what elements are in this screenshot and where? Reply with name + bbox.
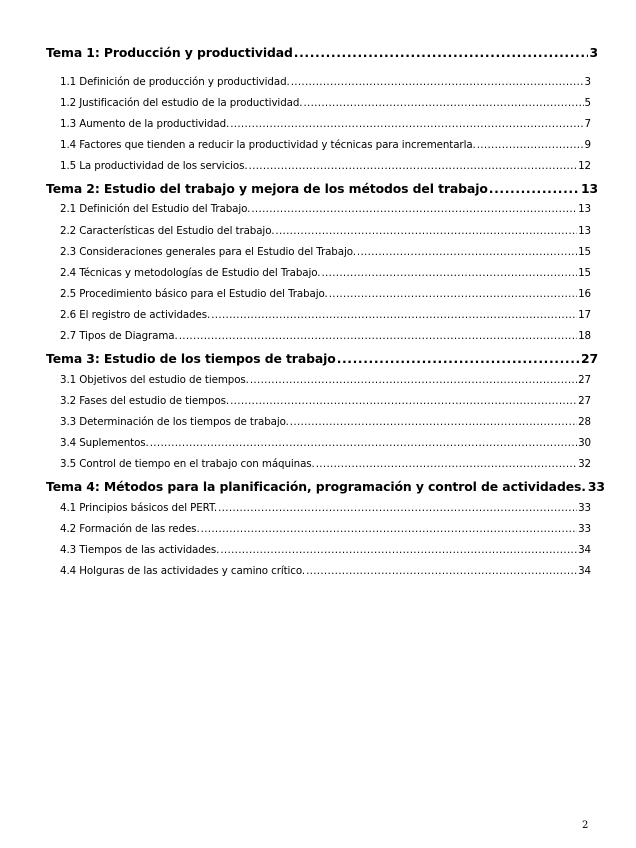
toc-chapter-2[interactable] (46, 181, 598, 204)
toc-page-number: 7 (584, 117, 591, 130)
toc-page-number: 30 (578, 436, 591, 449)
dot-leader (249, 160, 578, 172)
toc-page-number: 33 (578, 522, 591, 535)
toc-entry-title: 2.3 Consideraciones generales para el Estudio del Trabajo. (60, 245, 356, 258)
toc-page-number: 17 (578, 308, 591, 321)
dot-leader (489, 181, 580, 196)
dot-leader (329, 288, 577, 300)
toc-page-number: 15 (578, 245, 591, 258)
toc-entry[interactable] (46, 523, 598, 544)
dot-leader (251, 203, 577, 215)
toc-entry-title: 1.4 Factores que tienden a reducir la productividad y técnicas para incrementarla. (60, 138, 476, 151)
toc-entry-title: 2.1 Definición del Estudio del Trabajo. (60, 203, 251, 216)
toc-chapter-1[interactable] (46, 45, 598, 68)
dot-leader (303, 97, 583, 109)
toc-entry[interactable] (46, 437, 598, 458)
toc-page-number: 13 (580, 180, 598, 196)
toc-page-number: 13 (578, 203, 591, 216)
toc-page-number: 34 (578, 564, 591, 577)
toc-page-number: 5 (584, 96, 591, 109)
dot-leader (230, 395, 577, 407)
toc-entry-title: 3.1 Objetivos del estudio de tiempos. (60, 373, 249, 386)
toc-chapter-title: Tema 1: Producción y productividad (46, 45, 293, 60)
dot-leader (179, 330, 577, 342)
toc-page-number: 28 (578, 415, 591, 428)
dot-leader (357, 246, 577, 258)
dot-leader (220, 544, 577, 556)
toc-entry[interactable] (46, 330, 598, 351)
toc-entry-title: 4.4 Holguras de las actividades y camino crítico. (60, 564, 306, 577)
toc-entry[interactable] (46, 544, 598, 565)
toc-entry-title: 1.2 Justificación del estudio de la productividad. (60, 96, 303, 109)
dot-leader (477, 139, 584, 151)
dot-leader (337, 351, 580, 366)
toc-entry[interactable] (46, 416, 598, 437)
toc-page-number: 33 (578, 501, 591, 514)
toc-page-number: 16 (578, 287, 591, 300)
toc-page-number: 27 (578, 373, 591, 386)
toc-entry[interactable] (46, 565, 598, 586)
toc-page-number: 3 (584, 75, 591, 88)
toc-entry-title: 1.5 La productividad de los servicios. (60, 159, 248, 172)
dot-leader (201, 523, 577, 535)
toc-entry-title: 2.4 Técnicas y metodologías de Estudio del Trabajo. (60, 266, 321, 279)
toc-entry-title: 3.5 Control de tiempo en el trabajo con máquinas. (60, 458, 315, 470)
dot-leader (291, 76, 584, 88)
dot-leader (321, 267, 577, 279)
toc-chapter-4[interactable] (46, 479, 605, 502)
toc-page-number: 32 (578, 458, 591, 470)
toc-page-number: 12 (578, 159, 591, 172)
toc-entry-title: 3.4 Suplementos. (60, 436, 149, 449)
toc-entry[interactable] (46, 502, 598, 523)
toc-entry-title: 2.7 Tipos de Diagrama. (60, 330, 178, 343)
dot-leader (211, 309, 577, 321)
toc-entry[interactable] (46, 458, 598, 479)
dot-leader (275, 225, 577, 237)
table-of-contents (46, 45, 605, 586)
dot-leader (150, 437, 577, 449)
dot-leader (306, 565, 577, 577)
toc-page-number: 27 (578, 394, 591, 407)
dot-leader (250, 374, 577, 386)
toc-entry-title: 2.5 Procedimiento básico para el Estudio del Trabajo. (60, 287, 328, 300)
toc-page-number: 33 (587, 479, 605, 495)
toc-entry[interactable] (46, 139, 598, 160)
toc-entry[interactable] (46, 76, 598, 97)
toc-chapter-title: Tema 3: Estudio de los tiempos de trabajo (46, 351, 336, 367)
toc-entry-title: 4.2 Formación de las redes. (60, 522, 200, 535)
toc-page-number: 34 (578, 543, 591, 556)
toc-page-number: 13 (578, 224, 591, 237)
toc-page-number: 15 (578, 266, 591, 279)
toc-entry[interactable] (46, 374, 598, 395)
toc-page-number: 3 (589, 45, 598, 60)
page-number: 2 (582, 820, 589, 831)
dot-leader (230, 118, 583, 130)
toc-page-number: 27 (580, 351, 598, 367)
toc-chapter-3[interactable] (46, 351, 598, 374)
toc-entry-title: 2.6 El registro de actividades. (60, 308, 211, 321)
toc-chapter-title: Tema 2: Estudio del trabajo y mejora de los métodos del trabajo (46, 180, 488, 196)
toc-entry-title: 2.2 Características del Estudio del trabajo. (60, 224, 275, 237)
toc-entry[interactable] (46, 246, 598, 267)
toc-entry[interactable] (46, 160, 598, 181)
toc-entry[interactable] (46, 203, 598, 224)
toc-entry-title: 4.1 Principios básicos del PERT. (60, 501, 218, 514)
toc-page-number: 18 (578, 330, 591, 343)
toc-entry[interactable] (46, 267, 598, 288)
toc-entry[interactable] (46, 395, 598, 416)
toc-chapter-title: Tema 4: Métodos para la planificación, programación y control de actividades. (46, 479, 586, 495)
dot-leader (290, 416, 577, 428)
toc-entry-title: 3.3 Determinación de los tiempos de trabajo. (60, 415, 289, 428)
toc-entry-title: 1.3 Aumento de la productividad. (60, 117, 230, 130)
dot-leader (218, 502, 577, 514)
toc-entry[interactable] (46, 97, 598, 118)
toc-entry[interactable] (46, 118, 598, 139)
toc-entry[interactable] (46, 225, 598, 246)
toc-entry-title: 4.3 Tiempos de las actividades. (60, 543, 220, 556)
toc-entry[interactable] (46, 309, 598, 330)
toc-entry[interactable] (46, 288, 598, 309)
toc-entry-title: 3.2 Fases del estudio de tiempos. (60, 394, 230, 407)
dot-leader (316, 458, 577, 470)
toc-page-number: 9 (584, 138, 591, 151)
toc-entry-title: 1.1 Definición de producción y productividad. (60, 75, 290, 88)
dot-leader (294, 45, 589, 60)
